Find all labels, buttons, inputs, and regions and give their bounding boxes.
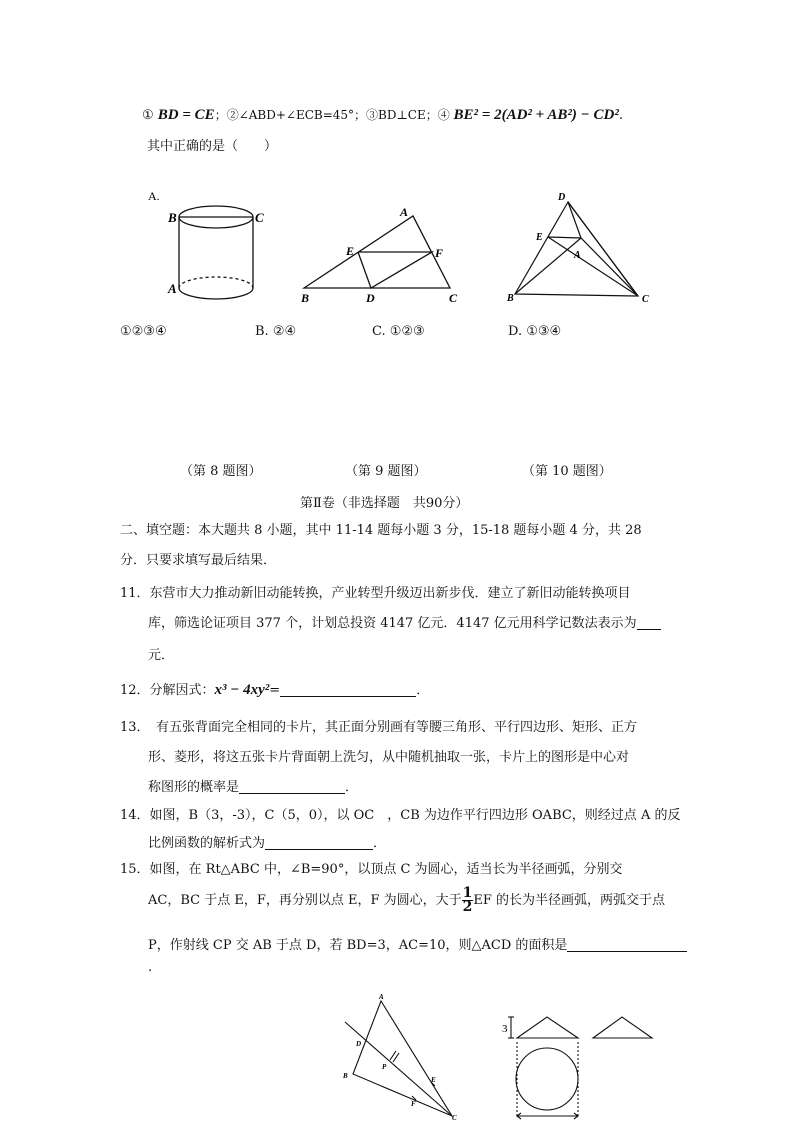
fig10-label-D: D bbox=[558, 192, 566, 203]
q13-answer-blank[interactable] bbox=[239, 779, 345, 794]
q12-answer-blank[interactable] bbox=[280, 682, 416, 697]
q13-line3: 称图形的概率是 ． bbox=[148, 780, 359, 795]
fig15-triangle bbox=[345, 1001, 452, 1116]
fig9-label-E: E bbox=[346, 244, 355, 258]
q13-line1: 13． 有五张背面完全相同的卡片，其正面分别画有等腰三角形、平行四边形、矩形、正方 bbox=[120, 720, 638, 735]
section-title: 第Ⅱ卷（非选择题 共90分） bbox=[300, 496, 469, 511]
fig15-label-C: C bbox=[452, 1114, 457, 1122]
fig15-label-P: P bbox=[382, 1063, 387, 1071]
fig-option-a: A. bbox=[148, 189, 160, 203]
q15-line1: 15．如图，在 Rt△ABC 中，∠B=90°，以顶点 C 为圆心，适当长为半径画弧，分别交 bbox=[120, 862, 623, 877]
caption-fig8: （第 8 题图） bbox=[180, 464, 262, 479]
figure-row-8-9-10 bbox=[0, 180, 794, 340]
fig10-label-C: C bbox=[642, 294, 649, 305]
option-d: D. ①③④ bbox=[508, 324, 562, 339]
fig9-label-C: C bbox=[449, 291, 458, 305]
fig10-label-A: A bbox=[574, 250, 581, 261]
q15-answer-blank[interactable] bbox=[567, 937, 687, 952]
caption-fig9: （第 9 题图） bbox=[345, 464, 427, 479]
q15-line4: . bbox=[148, 960, 153, 975]
q11-answer-blank[interactable] bbox=[637, 615, 661, 630]
section-intro-2: 分．只要求填写最后结果． bbox=[120, 553, 277, 568]
fig9-label-A: A bbox=[400, 205, 409, 219]
q14-answer-blank[interactable] bbox=[265, 835, 373, 850]
q10-question: 其中正确的是（ ） bbox=[147, 139, 278, 154]
option-a: ①②③④ bbox=[120, 324, 167, 339]
fig8-cylinder bbox=[179, 206, 253, 299]
fig15-label-F: F bbox=[411, 1100, 416, 1108]
fig16-views bbox=[508, 1017, 652, 1119]
fig8-label-A: A bbox=[168, 281, 177, 296]
fig8-label-B: B bbox=[168, 210, 177, 225]
fig9-triangle bbox=[304, 216, 450, 288]
figure-row-15-16 bbox=[0, 988, 794, 1123]
fraction-one-half: $\frac{1}{2}$ bbox=[462, 885, 473, 915]
q13-line2: 形、菱形，将这五张卡片背面朝上洗匀，从中随机抽取一张，卡片上的图形是中心对 bbox=[148, 750, 630, 765]
section-intro-1: 二、填空题：本大题共 8 小题，其中 11-14 题每小题 3 分，15-18 题每小题 4 分，共 28 bbox=[120, 523, 642, 538]
fig9-label-B: B bbox=[301, 291, 310, 305]
q15-line3: P，作射线 CP 交 AB 于点 D，若 BD=3，AC=10，则△ACD 的面积是 bbox=[148, 934, 687, 953]
fig8-label-C: C bbox=[255, 210, 264, 225]
fig16-height-label: 3 bbox=[502, 1023, 508, 1035]
fig15-label-A: A bbox=[379, 993, 384, 1001]
fig10-label-E: E bbox=[536, 232, 543, 243]
fig15-label-E: E bbox=[431, 1076, 436, 1084]
q10-statements: ① BD = CE；②∠ABD+∠ECB=45°；③BD⊥CE；④ BE² = 2(AD² + AB²) − CD². bbox=[142, 107, 623, 123]
fig10-label-B: B bbox=[507, 293, 514, 304]
fig9-label-F: F bbox=[435, 246, 444, 260]
q11-line3: 元． bbox=[148, 648, 175, 663]
fig15-label-D: D bbox=[356, 1040, 362, 1048]
fig9-label-D: D bbox=[366, 291, 375, 305]
fig15-label-B: B bbox=[343, 1072, 348, 1080]
q14-line1: 14．如图，B（3，-3），C（5，0），以 OC ，CB 为边作平行四边形 OABC，则经过点 A 的反 bbox=[120, 808, 681, 823]
q12-line: 12．分解因式：x³ − 4xy²= ． bbox=[120, 682, 430, 698]
option-b: B. ②④ bbox=[255, 324, 297, 339]
q14-line2: 比例函数的解析式为 ． bbox=[148, 836, 387, 851]
q11-line2: 库，筛选论证项目 377 个，计划总投资 4147 亿元．4147 亿元用科学记数法表示为 bbox=[148, 612, 661, 631]
fig10-triangles bbox=[515, 202, 638, 296]
option-c: C. ①②③ bbox=[372, 324, 425, 339]
q15-line2: AC，BC 于点 E，F，再分别以点 E，F 为圆心，大于 $\frac{1}{2}$ EF 的长为半径画弧，两弧交于点 bbox=[148, 885, 666, 915]
q11-line1: 11．东营市大力推动新旧动能转换，产业转型升级迈出新步伐．建立了新旧动能转换项目 bbox=[120, 586, 631, 601]
caption-fig10: （第 10 题图） bbox=[522, 464, 612, 479]
